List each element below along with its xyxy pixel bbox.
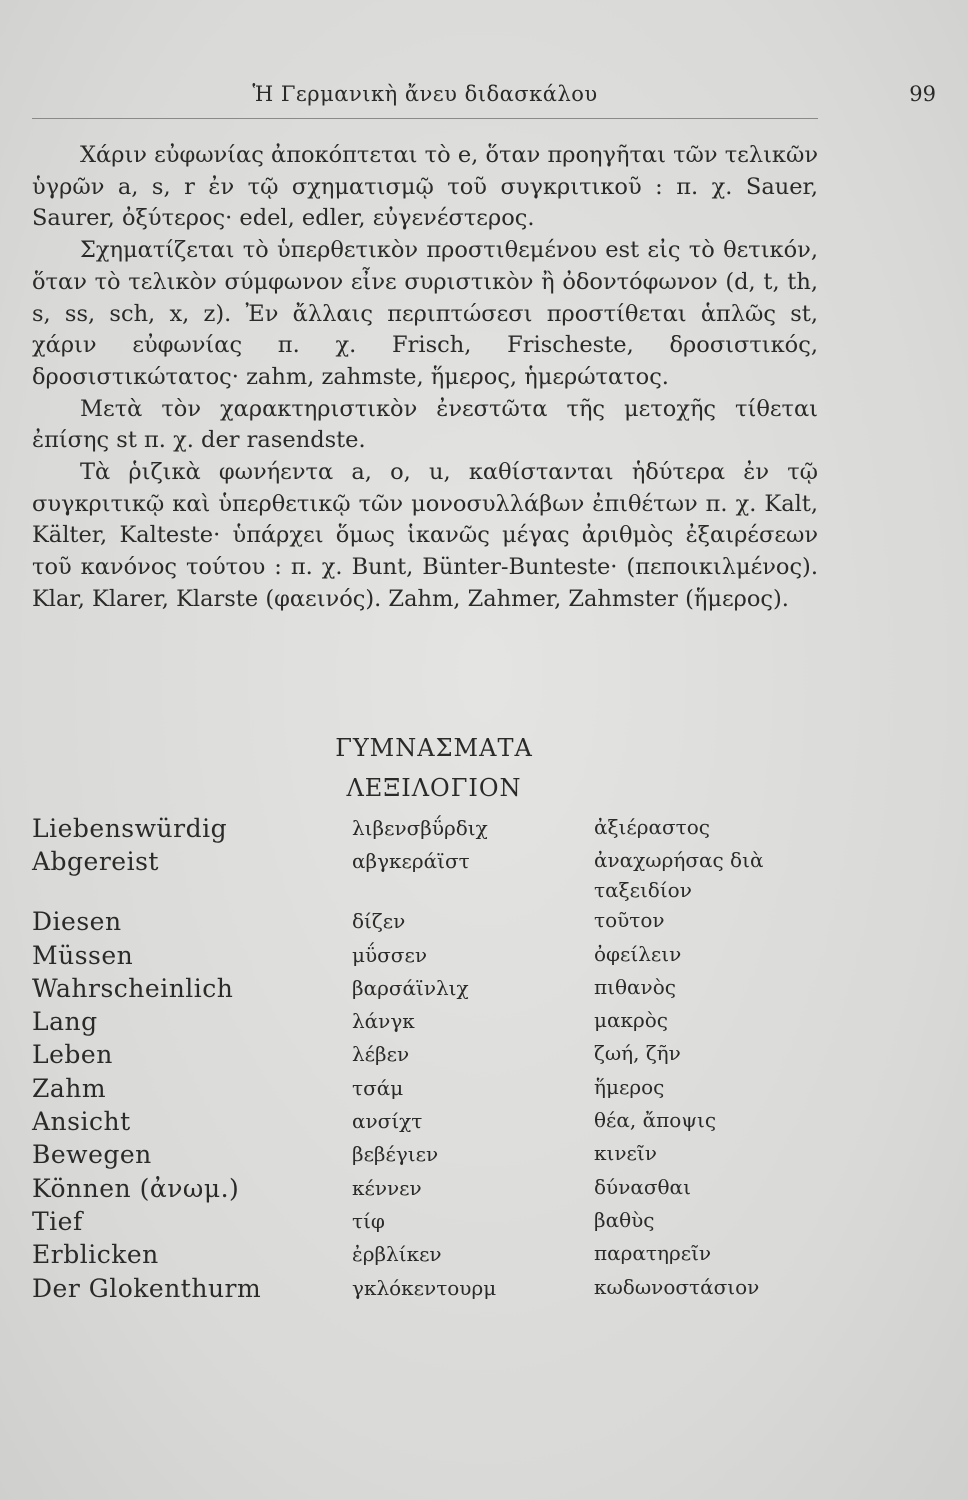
pronunciation: μΰσσεν — [352, 942, 427, 967]
german-word: Müssen — [32, 940, 134, 970]
vocab-row — [32, 1172, 832, 1205]
greek-meaning: ζωή, ζῆν — [594, 1041, 681, 1066]
vocab-row — [32, 905, 832, 938]
german-word: Abgereist — [32, 847, 159, 877]
german-word: Zahm — [32, 1073, 107, 1103]
greek-meaning: πιθανὸς — [594, 974, 676, 999]
german-word: Erblicken — [32, 1240, 159, 1270]
vocab-row — [32, 845, 832, 905]
page-number: 99 — [909, 82, 936, 106]
body-text — [32, 140, 818, 616]
greek-meaning: ὀφείλειν — [594, 941, 682, 966]
paragraph: Χάριν εὐφωνίας ἀποκόπτεται τὸ e, ὅταν προηγῆται τῶν τελικῶν ὑγρῶν a, s, r ἐν τῷ σχηματισμῷ τοῦ συγκριτικοῦ : π. χ. Sauer, Saurer, ὀξύτερος· edel, edler, εὐγενέστερος. — [32, 142, 818, 232]
greek-meaning: ἀναχωρήσας διὰ ταξειδίον — [594, 848, 764, 903]
paragraph: Σχηματίζεται τὸ ὑπερθετικὸν προστιθεμένου est εἰς τὸ θετικόν, ὅταν τὸ τελικὸν σύμφωνον εἶνε συριστικὸν ἢ ὀδοντόφωνον (d, t, th, s, ss, sch, x, z). Ἐν ἄλλαις περιπτώσεσι προστίθεται ἁπλῶς st, χάριν εὐφωνίας π. χ. Frisch, Frischeste, δροσιστικός, δροσιστικώτατος· zahm, zahmste, ἥμερος, ἡμερώτατος. — [32, 237, 818, 390]
vocab-row — [32, 1105, 832, 1138]
running-head: Ἡ Γερμανικὴ ἄνευ διδασκάλου — [252, 82, 598, 106]
german-word: Der Glokenthurm — [32, 1273, 262, 1303]
german-word: Diesen — [32, 907, 122, 937]
greek-meaning: μακρὸς — [594, 1008, 669, 1033]
greek-meaning: θέα, ἄποψις — [594, 1108, 717, 1133]
vocabulary-list — [32, 812, 832, 1305]
pronunciation: βεβέγιεν — [352, 1142, 439, 1167]
paragraph: Μετὰ τὸν χαρακτηριστικὸν ἐνεστῶτα τῆς μετοχῆς τίθεται ἐπίσης st π. χ. der rasendste. — [32, 395, 818, 454]
pronunciation: κέννεν — [352, 1175, 422, 1200]
german-word: Leben — [32, 1040, 113, 1070]
section-subtitle: ΛΕΞΙΛΟΓΙΟΝ — [346, 774, 522, 802]
pronunciation: γκλόκεντουρμ — [352, 1275, 497, 1300]
vocab-row — [32, 812, 832, 845]
german-word: Bewegen — [32, 1140, 152, 1170]
vocab-row — [32, 972, 832, 1005]
pronunciation: ἐρβλίκεν — [352, 1242, 442, 1267]
pronunciation: βαρσάϊνλιχ — [352, 975, 469, 1000]
german-word: Lang — [32, 1007, 98, 1037]
german-word: Wahrscheinlich — [32, 973, 234, 1003]
vocab-row — [32, 939, 832, 972]
german-word: Liebenswürdig — [32, 814, 228, 843]
vocab-row — [32, 1005, 832, 1038]
greek-meaning: παρατηρεῖν — [594, 1241, 712, 1266]
vocab-row — [32, 1138, 832, 1171]
page-header — [32, 78, 936, 118]
greek-meaning: δύνασθαι — [594, 1174, 691, 1199]
pronunciation: τίφ — [352, 1208, 385, 1233]
pronunciation: λάνγκ — [352, 1009, 415, 1034]
greek-meaning: βαθὺς — [594, 1207, 655, 1232]
section-title: ΓΥΜΝΑΣΜΑΤΑ — [335, 734, 533, 762]
pronunciation: ανσίχτ — [352, 1109, 423, 1134]
greek-meaning: ἥμερος — [594, 1074, 665, 1099]
vocab-row — [32, 1038, 832, 1071]
vocab-row — [32, 1238, 832, 1271]
greek-meaning: ἀξιέραστος — [594, 815, 710, 839]
vocab-row — [32, 1205, 832, 1238]
greek-meaning: τοῦτον — [594, 908, 665, 933]
greek-meaning: κωδωνοστάσιον — [594, 1274, 760, 1299]
vocab-row — [32, 1272, 832, 1305]
pronunciation: λιβενσβΰρδιχ — [352, 816, 488, 840]
pronunciation: δίζεν — [352, 909, 406, 934]
german-word: Können (ἀνωμ.) — [32, 1173, 240, 1203]
pronunciation: αβγκεράϊστ — [352, 849, 470, 874]
german-word: Ansicht — [32, 1107, 131, 1137]
greek-meaning: κινεῖν — [594, 1141, 657, 1166]
german-word: Tief — [32, 1206, 83, 1236]
header-rule — [32, 118, 818, 119]
pronunciation: λέβεν — [352, 1042, 410, 1067]
paragraph: Τὰ ῥιζικὰ φωνήεντα a, o, u, καθίστανται ἡδύτερα ἐν τῷ συγκριτικῷ καὶ ὑπερθετικῷ τῶν μονοσυλλάβων ἐπιθέτων π. χ. Kalt, Kälter, Kalteste· ὑπάρχει ὅμως ἱκανῶς μέγας ἀριθμὸς ἐξαιρέσεων τοῦ κανόνος τούτου : π. χ. Bunt, Bünter-Bunteste· (πεποικιλμένος). Klar, Klarer, Klarste (φαεινός). Zahm, Zahmer, Zahmster (ἥμερος). — [32, 459, 818, 612]
pronunciation: τσάμ — [352, 1075, 404, 1100]
vocab-row — [32, 1072, 832, 1105]
